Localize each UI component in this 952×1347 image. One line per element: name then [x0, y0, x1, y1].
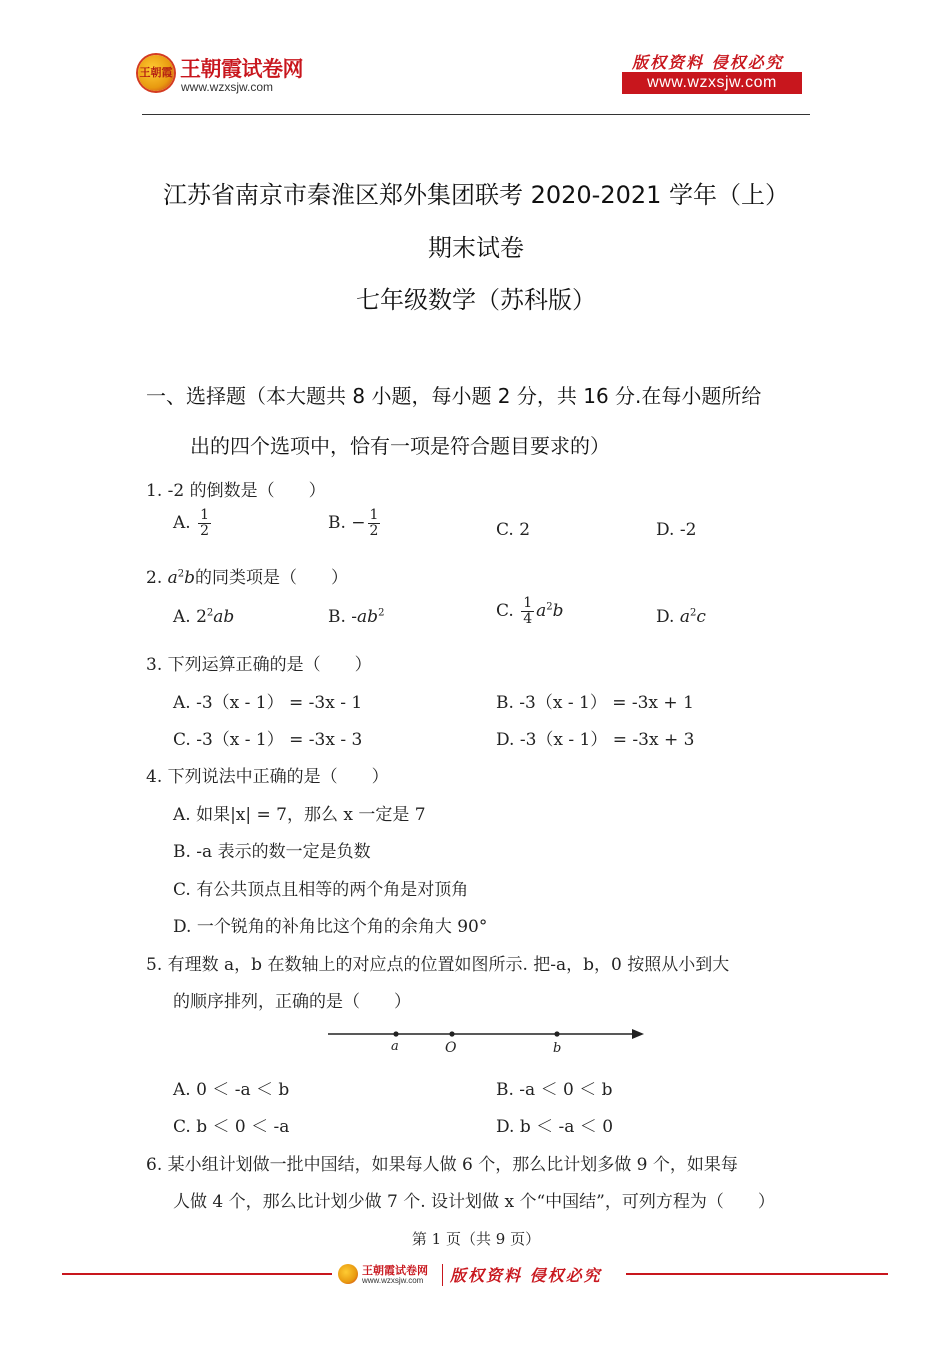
footer-separator [442, 1264, 443, 1286]
q4-option-b: B. -a 表示的数一定是负数 [173, 842, 371, 862]
q5-option-c: C. b ＜ 0 ＜ -a [173, 1117, 290, 1137]
q3-option-a: A. -3（x - 1） = -3x - 1 [173, 693, 363, 713]
q1-option-b: B. − $\frac{1}{2}$ [328, 507, 379, 539]
footer-copyright: 版权资料 侵权必究 [450, 1266, 602, 1285]
footer-line-right [626, 1273, 888, 1275]
exam-title: 江苏省南京市秦淮区郑外集团联考 2020-2021 学年（上） [162, 181, 790, 209]
page-number: 第 1 页（共 9 页） [411, 1230, 541, 1248]
q1-option-c: C. 2 [496, 520, 531, 540]
q2-option-c: C. $\frac{1}{4}$ $a^2b$ [496, 595, 564, 627]
label-b: b [553, 1041, 562, 1056]
q5-option-a: A. 0 ＜ -a ＜ b [173, 1080, 290, 1100]
brand-name: 王朝霞试卷网 [180, 57, 303, 81]
q5-option-d: D. b ＜ -a ＜ 0 [496, 1117, 614, 1137]
point-origin [449, 1031, 454, 1036]
brand-url[interactable]: www.wzxsjw.com [181, 80, 274, 94]
brand-logo-icon: 王朝霞 [138, 55, 174, 91]
q3-option-c: C. -3（x - 1） = -3x - 3 [173, 730, 363, 750]
exam-grade: 七年级数学（苏科版） [356, 286, 596, 314]
q3-option-d: D. -3（x - 1） = -3x + 3 [496, 730, 695, 750]
question-1-stem: 1. -2 的倒数是（ ） [146, 481, 326, 501]
q2-option-b: B. $-ab^2$ [328, 607, 385, 627]
question-2-stem: 2. $a^2b$的同类项是（ ） [146, 568, 349, 588]
question-6-stem-cont: 人做 4 个，那么比计划少做 7 个. 设计划做 x 个“中国结”，可列方程为（ ） [173, 1192, 775, 1212]
footer-url[interactable]: www.wzxsjw.com [362, 1276, 424, 1285]
copyright-notice: 版权资料 侵权必究 [632, 53, 784, 72]
q5-option-b: B. -a ＜ 0 ＜ b [496, 1080, 613, 1100]
q3-option-b: B. -3（x - 1） = -3x + 1 [496, 693, 694, 713]
section-heading: 一、选择题（本大题共 8 小题，每小题 2 分，共 16 分.在每小题所给 [146, 384, 762, 408]
number-line-figure [320, 1020, 660, 1060]
q1-option-a: A. $\frac{1}{2}$ [173, 507, 210, 539]
number-line-arrow-icon [632, 1029, 644, 1039]
label-origin: O [445, 1040, 457, 1056]
footer-line-left [62, 1273, 332, 1275]
point-b [554, 1031, 559, 1036]
label-a: a [391, 1039, 399, 1054]
question-4-stem: 4. 下列说法中正确的是（ ） [146, 767, 389, 787]
q2-option-a: A. $2^2ab$ [173, 607, 235, 627]
question-5-stem-cont: 的顺序排列，正确的是（ ） [173, 992, 411, 1012]
point-a [393, 1031, 398, 1036]
section-heading-cont: 出的四个选项中，恰有一项是符合题目要求的） [190, 434, 610, 458]
header-url-bar[interactable]: www.wzxsjw.com [622, 72, 802, 94]
q4-option-a: A. 如果|x| = 7，那么 x 一定是 7 [173, 805, 426, 825]
exam-subtitle: 期末试卷 [428, 234, 524, 262]
q2-option-d: D. $a^2c$ [656, 607, 706, 627]
question-6-stem: 6. 某小组计划做一批中国结，如果每人做 6 个，那么比计划多做 9 个，如果每 [146, 1155, 738, 1175]
q4-option-c: C. 有公共顶点且相等的两个角是对顶角 [173, 880, 469, 900]
question-5-stem: 5. 有理数 a，b 在数轴上的对应点的位置如图所示. 把-a，b，0 按照从小到大 [146, 955, 730, 975]
footer-logo-icon [338, 1264, 358, 1284]
question-3-stem: 3. 下列运算正确的是（ ） [146, 655, 372, 675]
q4-option-d: D. 一个锐角的补角比这个角的余角大 90° [173, 917, 488, 937]
header-divider [142, 114, 810, 115]
q1-option-d: D. -2 [656, 520, 697, 540]
footer-brand: 王朝霞试卷网 [362, 1264, 428, 1277]
